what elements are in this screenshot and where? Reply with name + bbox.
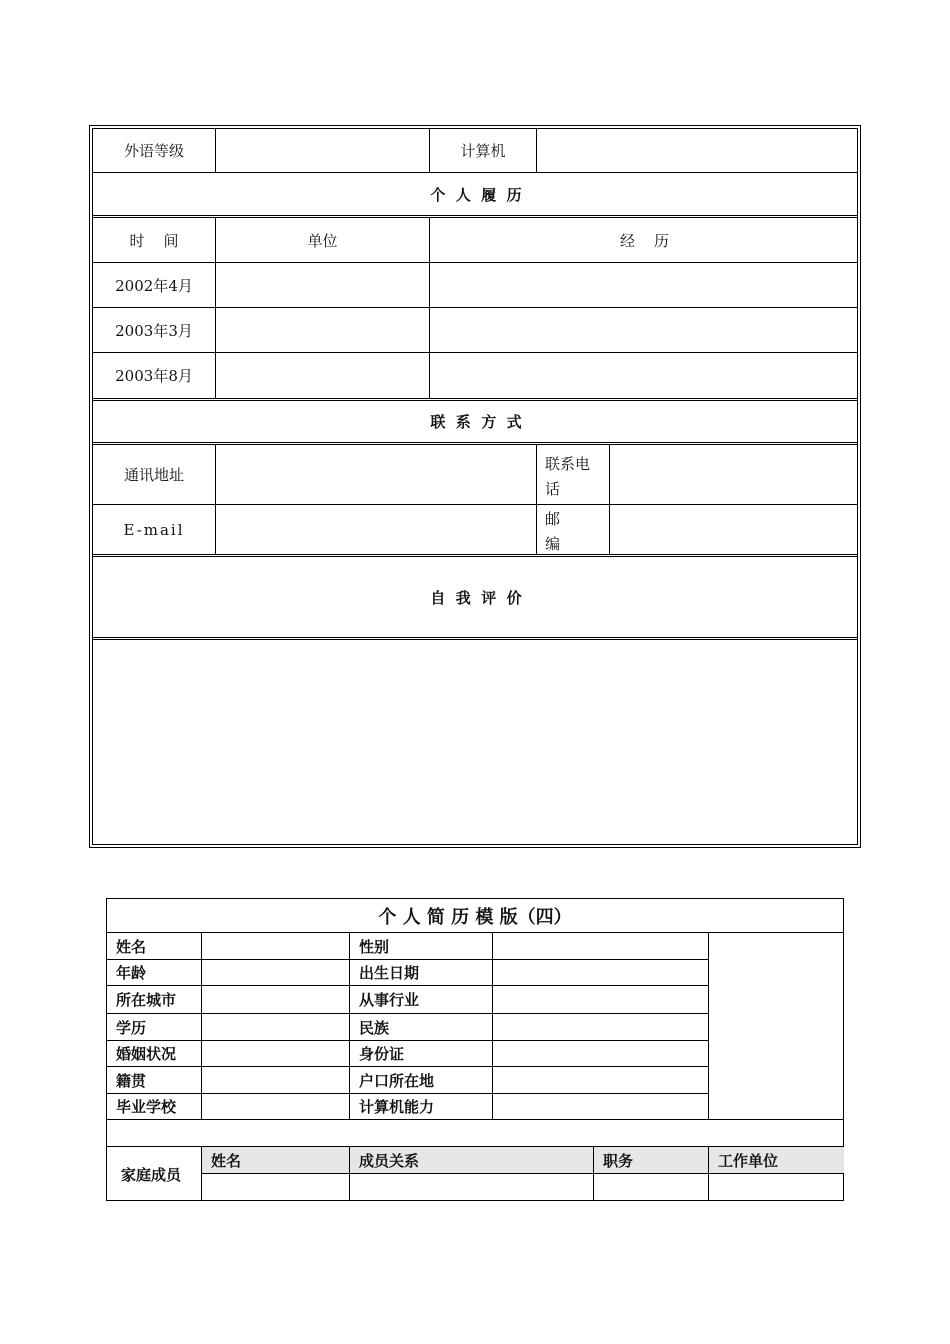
name-label: 姓名 xyxy=(116,937,147,956)
col-divider xyxy=(349,932,350,1120)
computer-skill-label: 计算机能力 xyxy=(359,1098,435,1116)
address-label: 通讯地址 xyxy=(123,466,184,484)
foreign-language-label: 外语等级 xyxy=(123,142,184,160)
postcode-label: 邮 编 xyxy=(545,510,561,553)
phone-value[interactable] xyxy=(610,445,859,504)
history-row-unit[interactable] xyxy=(216,263,429,307)
col-divider xyxy=(349,1146,350,1201)
col-divider xyxy=(201,932,202,1120)
history-row-time: 2003年8月 xyxy=(115,367,193,385)
family-col-relation: 成员关系 xyxy=(359,1151,420,1170)
industry-label: 从事行业 xyxy=(359,991,420,1009)
gender-label: 性别 xyxy=(359,937,390,956)
education-label: 学历 xyxy=(116,1018,147,1037)
col-divider xyxy=(708,1146,709,1201)
self-eval-content[interactable] xyxy=(93,640,859,845)
postcode-value[interactable] xyxy=(610,505,859,554)
col-experience-header: 经 历 xyxy=(619,231,670,250)
history-row-experience[interactable] xyxy=(430,353,859,398)
ethnicity-label: 民族 xyxy=(359,1018,390,1037)
history-row-experience[interactable] xyxy=(430,308,859,352)
history-row-unit[interactable] xyxy=(216,308,429,352)
family-col-name: 姓名 xyxy=(211,1151,242,1170)
household-label: 户口所在地 xyxy=(359,1071,435,1090)
computer-label: 计算机 xyxy=(460,142,506,160)
col-unit-header: 单位 xyxy=(307,231,338,250)
history-row-time: 2003年3月 xyxy=(115,321,193,340)
email-value[interactable] xyxy=(216,505,536,554)
col-time-header: 时 间 xyxy=(129,231,179,250)
phone-label: 联系电话 xyxy=(545,455,591,498)
computer-value[interactable] xyxy=(537,129,859,172)
contact-section-title: 联 系 方 式 xyxy=(430,413,522,431)
row-divider xyxy=(107,1119,844,1120)
resume-section-title: 个 人 履 历 xyxy=(430,185,522,204)
city-label: 所在城市 xyxy=(116,991,177,1009)
template-title: 个 人 简 历 模 版（四） xyxy=(378,906,572,928)
family-col-position: 职务 xyxy=(603,1151,634,1170)
form-inner-border xyxy=(92,128,858,845)
col-divider xyxy=(492,932,493,1120)
birth-date-label: 出生日期 xyxy=(359,964,420,982)
row-divider xyxy=(107,1013,709,1014)
self-eval-title: 自 我 评 价 xyxy=(430,588,522,607)
age-label: 年龄 xyxy=(116,964,147,982)
id-card-label: 身份证 xyxy=(359,1045,405,1063)
row-divider xyxy=(201,1173,844,1174)
col-divider xyxy=(593,1146,594,1201)
photo-area[interactable] xyxy=(709,933,844,1119)
history-row-experience[interactable] xyxy=(430,263,859,307)
native-place-label: 籍贯 xyxy=(116,1071,147,1090)
col-divider xyxy=(536,445,537,555)
col-divider xyxy=(201,1146,202,1201)
row-divider xyxy=(107,1040,709,1041)
email-label: E-mail xyxy=(123,520,185,539)
marital-status-label: 婚姻状况 xyxy=(116,1045,177,1063)
foreign-language-value[interactable] xyxy=(216,129,429,172)
family-col-workplace: 工作单位 xyxy=(718,1151,779,1170)
history-row-time: 2002年4月 xyxy=(115,276,193,295)
family-members-label: 家庭成员 xyxy=(121,1165,182,1184)
resume-template-four xyxy=(106,898,844,1201)
address-value[interactable] xyxy=(216,445,536,504)
resume-form-continued xyxy=(89,125,861,848)
history-row-unit[interactable] xyxy=(216,353,429,398)
school-label: 毕业学校 xyxy=(116,1098,177,1116)
